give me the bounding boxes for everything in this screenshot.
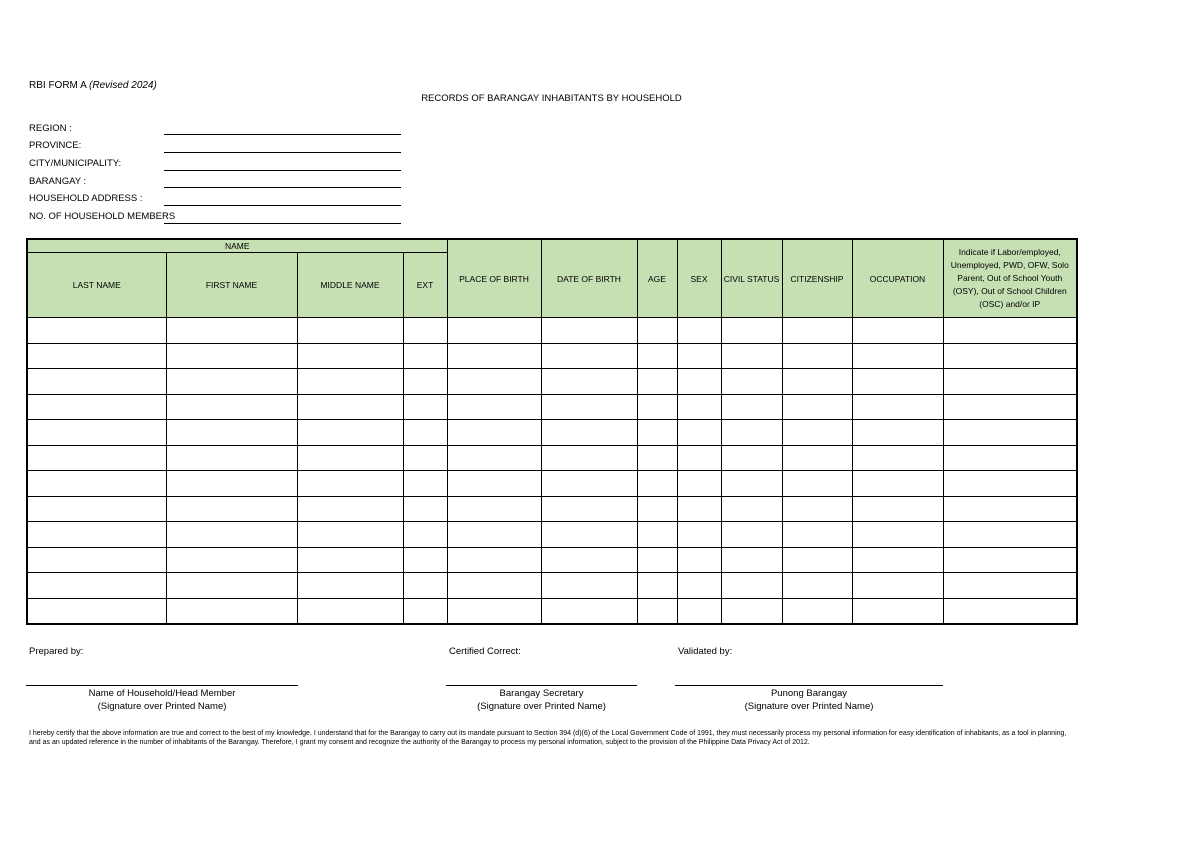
cell-remarks[interactable] [943,318,1077,344]
cell-occupation[interactable] [852,573,943,599]
cell-remarks[interactable] [943,369,1077,395]
cell-ext[interactable] [403,445,447,471]
barangay-field[interactable] [164,187,401,188]
cell-citizenship[interactable] [782,522,852,548]
records-body [27,318,1077,625]
cell-first-name[interactable] [166,445,297,471]
col-age: AGE [637,239,677,318]
certification-disclaimer: I hereby certify that the above information are true and correct to the best of my knowledge. I understand that for the Barangay to carry out its mandate pursuant to Section 394 (d)(6) of the Local Government Code of 1991, they must necessarily process my personal information for easy identification of inhabitants, as a tool in planning, and as an updated reference in the number of inhabitants of the Barangay. Therefore, I grant my consent and recognize the authority of the Barangay to process my personal information, subject to the provision of the Philippine Data Privacy Act of 2012. [29,730,1067,746]
signature-block-punong-barangay [675,687,943,713]
cell-place-of-birth[interactable] [447,496,541,522]
signature-note-punong-barangay: (Signature over Printed Name) [744,701,874,712]
cell-middle-name[interactable] [297,471,403,497]
cell-date-of-birth[interactable] [541,547,637,573]
form-revision: (Revised 2024) [89,80,157,91]
province-field[interactable] [164,152,401,153]
table-row [27,598,1077,624]
cell-last-name[interactable] [27,394,166,420]
signature-title-secretary: Barangay Secretary [499,688,584,699]
cell-ext[interactable] [403,598,447,624]
cell-civil-status[interactable] [721,522,782,548]
table-row [27,318,1077,344]
cell-occupation[interactable] [852,420,943,446]
cell-remarks[interactable] [943,598,1077,624]
cell-civil-status[interactable] [721,420,782,446]
cell-middle-name[interactable] [297,343,403,369]
col-last-name: LAST NAME [27,253,166,318]
cell-place-of-birth[interactable] [447,471,541,497]
cell-place-of-birth[interactable] [447,573,541,599]
cell-remarks[interactable] [943,522,1077,548]
cell-age[interactable] [637,420,677,446]
cell-last-name[interactable] [27,420,166,446]
cell-sex[interactable] [677,318,721,344]
prepared-by-label: Prepared by: [29,646,84,657]
cell-first-name[interactable] [166,547,297,573]
cell-ext[interactable] [403,318,447,344]
table-row [27,471,1077,497]
cell-last-name[interactable] [27,445,166,471]
cell-first-name[interactable] [166,343,297,369]
cell-middle-name[interactable] [297,496,403,522]
table-row [27,496,1077,522]
cell-last-name[interactable] [27,471,166,497]
cell-ext[interactable] [403,496,447,522]
cell-citizenship[interactable] [782,547,852,573]
table-row [27,573,1077,599]
cell-occupation[interactable] [852,471,943,497]
cell-remarks[interactable] [943,547,1077,573]
cell-civil-status[interactable] [721,343,782,369]
cell-civil-status[interactable] [721,547,782,573]
cell-remarks[interactable] [943,420,1077,446]
cell-date-of-birth[interactable] [541,471,637,497]
cell-last-name[interactable] [27,318,166,344]
cell-date-of-birth[interactable] [541,420,637,446]
cell-first-name[interactable] [166,394,297,420]
cell-last-name[interactable] [27,496,166,522]
cell-ext[interactable] [403,547,447,573]
form-code [29,80,157,91]
cell-last-name[interactable] [27,573,166,599]
table-row [27,369,1077,395]
cell-date-of-birth[interactable] [541,496,637,522]
cell-citizenship[interactable] [782,573,852,599]
cell-place-of-birth[interactable] [447,547,541,573]
cell-date-of-birth[interactable] [541,343,637,369]
cell-place-of-birth[interactable] [447,318,541,344]
cell-sex[interactable] [677,573,721,599]
cell-date-of-birth[interactable] [541,445,637,471]
cell-date-of-birth[interactable] [541,318,637,344]
cell-sex[interactable] [677,471,721,497]
cell-civil-status[interactable] [721,573,782,599]
cell-age[interactable] [637,573,677,599]
cell-sex[interactable] [677,343,721,369]
col-middle-name: MIDDLE NAME [297,253,403,318]
barangay-label: BARANGAY : [29,176,87,187]
cell-sex[interactable] [677,547,721,573]
province-label: PROVINCE: [29,140,82,151]
cell-occupation[interactable] [852,318,943,344]
cell-place-of-birth[interactable] [447,343,541,369]
cell-civil-status[interactable] [721,598,782,624]
cell-occupation[interactable] [852,522,943,548]
signature-note-secretary: (Signature over Printed Name) [477,701,606,712]
cell-middle-name[interactable] [297,522,403,548]
cell-remarks[interactable] [943,471,1077,497]
col-occupation: OCCUPATION [852,239,943,318]
cell-place-of-birth[interactable] [447,394,541,420]
cell-ext[interactable] [403,394,447,420]
cell-occupation[interactable] [852,394,943,420]
cell-remarks[interactable] [943,445,1077,471]
cell-sex[interactable] [677,420,721,446]
cell-civil-status[interactable] [721,445,782,471]
col-date-of-birth: DATE OF BIRTH [541,239,637,318]
cell-age[interactable] [637,522,677,548]
cell-ext[interactable] [403,420,447,446]
cell-civil-status[interactable] [721,318,782,344]
cell-ext[interactable] [403,471,447,497]
cell-first-name[interactable] [166,598,297,624]
cell-citizenship[interactable] [782,394,852,420]
cell-remarks[interactable] [943,496,1077,522]
cell-citizenship[interactable] [782,598,852,624]
cell-date-of-birth[interactable] [541,522,637,548]
cell-first-name[interactable] [166,496,297,522]
cell-place-of-birth[interactable] [447,522,541,548]
cell-occupation[interactable] [852,343,943,369]
city-field[interactable] [164,170,401,171]
validated-by-label: Validated by: [678,646,733,657]
cell-date-of-birth[interactable] [541,598,637,624]
signature-block-secretary [446,687,637,713]
cell-ext[interactable] [403,369,447,395]
cell-age[interactable] [637,394,677,420]
col-ext: EXT [403,253,447,318]
cell-first-name[interactable] [166,420,297,446]
table-row [27,343,1077,369]
col-place-of-birth: PLACE OF BIRTH [447,239,541,318]
cell-civil-status[interactable] [721,471,782,497]
cell-middle-name[interactable] [297,394,403,420]
cell-sex[interactable] [677,522,721,548]
col-sex: SEX [677,239,721,318]
cell-place-of-birth[interactable] [447,598,541,624]
cell-first-name[interactable] [166,369,297,395]
signature-line-punong-barangay[interactable] [675,685,943,686]
cell-place-of-birth[interactable] [447,445,541,471]
cell-civil-status[interactable] [721,394,782,420]
cell-ext[interactable] [403,573,447,599]
signature-note-household-head: (Signature over Printed Name) [97,701,227,712]
cell-occupation[interactable] [852,598,943,624]
cell-citizenship[interactable] [782,318,852,344]
members-field[interactable] [164,223,401,224]
cell-occupation[interactable] [852,496,943,522]
cell-citizenship[interactable] [782,369,852,395]
cell-citizenship[interactable] [782,445,852,471]
cell-citizenship[interactable] [782,420,852,446]
cell-middle-name[interactable] [297,369,403,395]
cell-first-name[interactable] [166,318,297,344]
cell-middle-name[interactable] [297,445,403,471]
cell-age[interactable] [637,547,677,573]
table-row [27,394,1077,420]
cell-place-of-birth[interactable] [447,369,541,395]
cell-date-of-birth[interactable] [541,573,637,599]
cell-place-of-birth[interactable] [447,420,541,446]
cell-age[interactable] [637,369,677,395]
cell-age[interactable] [637,318,677,344]
cell-ext[interactable] [403,343,447,369]
cell-occupation[interactable] [852,445,943,471]
cell-ext[interactable] [403,522,447,548]
records-table [26,238,1078,625]
cell-last-name[interactable] [27,343,166,369]
col-first-name: FIRST NAME [166,253,297,318]
cell-age[interactable] [637,445,677,471]
signature-line-secretary[interactable] [446,685,637,686]
address-field[interactable] [164,205,401,206]
cell-last-name[interactable] [27,522,166,548]
cell-middle-name[interactable] [297,598,403,624]
cell-sex[interactable] [677,394,721,420]
members-label: NO. OF HOUSEHOLD MEMBERS [29,211,176,222]
cell-age[interactable] [637,343,677,369]
cell-age[interactable] [637,598,677,624]
cell-civil-status[interactable] [721,496,782,522]
cell-age[interactable] [637,496,677,522]
cell-sex[interactable] [677,598,721,624]
col-civil-status: CIVIL STATUS [721,239,782,318]
cell-citizenship[interactable] [782,343,852,369]
cell-occupation[interactable] [852,369,943,395]
cell-sex[interactable] [677,496,721,522]
cell-date-of-birth[interactable] [541,369,637,395]
region-label: REGION : [29,123,72,134]
address-label: HOUSEHOLD ADDRESS : [29,193,143,204]
table-row [27,547,1077,573]
col-citizenship: CITIZENSHIP [782,239,852,318]
city-label: CITY/MUNICIPALITY: [29,158,122,169]
cell-sex[interactable] [677,369,721,395]
cell-citizenship[interactable] [782,471,852,497]
cell-middle-name[interactable] [297,547,403,573]
cell-last-name[interactable] [27,598,166,624]
cell-first-name[interactable] [166,522,297,548]
cell-age[interactable] [637,471,677,497]
region-field[interactable] [164,134,401,135]
cell-last-name[interactable] [27,547,166,573]
cell-middle-name[interactable] [297,318,403,344]
cell-middle-name[interactable] [297,573,403,599]
table-row [27,420,1077,446]
table-row [27,522,1077,548]
cell-date-of-birth[interactable] [541,394,637,420]
signature-title-punong-barangay: Punong Barangay [770,688,848,699]
cell-first-name[interactable] [166,471,297,497]
cell-middle-name[interactable] [297,420,403,446]
signature-title-household-head: Name of Household/Head Member [88,688,236,699]
cell-remarks[interactable] [943,573,1077,599]
form-code-label: RBI FORM A [29,80,87,91]
document-title: RECORDS OF BARANGAY INHABITANTS BY HOUSEHOLD [421,93,682,104]
cell-citizenship[interactable] [782,496,852,522]
cell-remarks[interactable] [943,343,1077,369]
cell-civil-status[interactable] [721,369,782,395]
cell-sex[interactable] [677,445,721,471]
cell-first-name[interactable] [166,573,297,599]
certified-correct-label: Certified Correct: [449,646,521,657]
table-row [27,445,1077,471]
signature-line-household-head[interactable] [26,685,298,686]
col-remarks: Indicate if Labor/employed, Unemployed, PWD, OFW, Solo Parent, Out of School Youth (OSY), Out of School Children (OSC) and/or IP [943,239,1077,318]
signature-block-household-head [26,687,298,713]
cell-remarks[interactable] [943,394,1077,420]
cell-last-name[interactable] [27,369,166,395]
name-group-header: NAME [27,239,447,253]
cell-occupation[interactable] [852,547,943,573]
